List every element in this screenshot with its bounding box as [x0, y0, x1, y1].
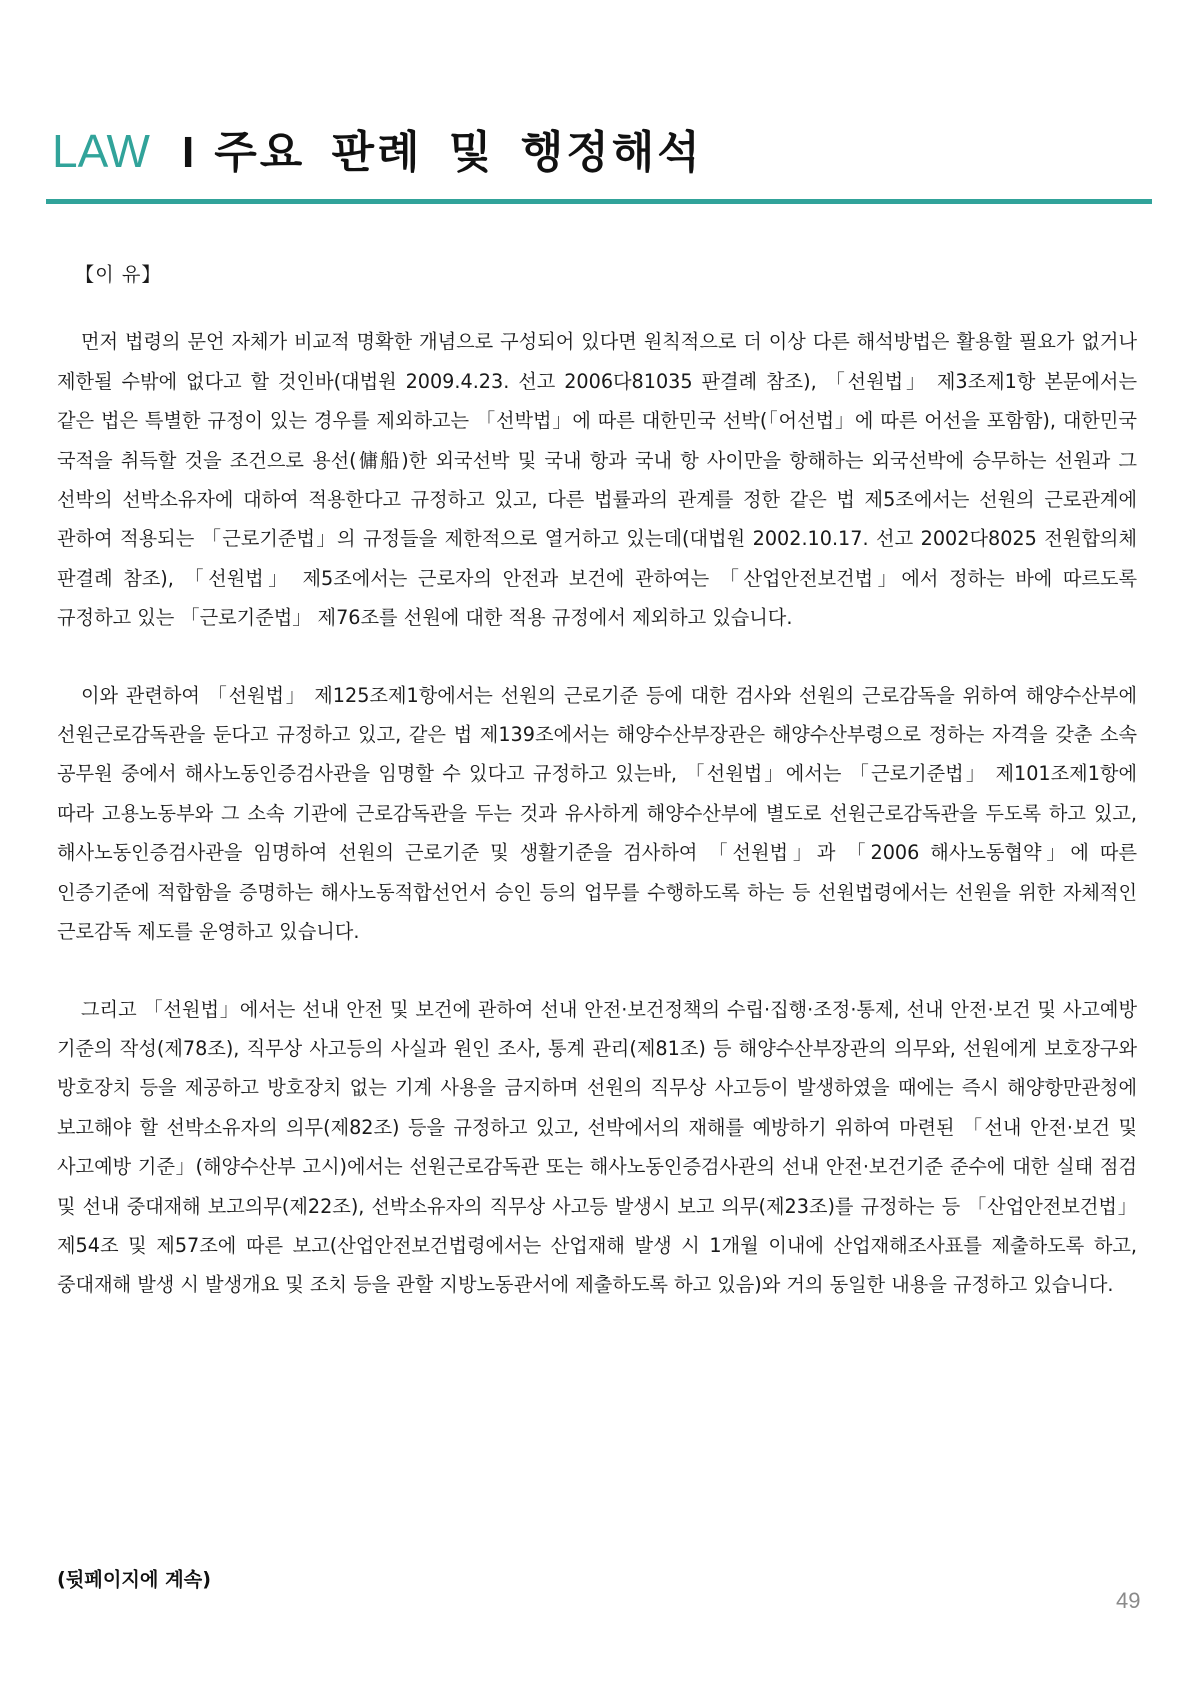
document-body: [57, 255, 1137, 1343]
body-paragraph-3: 그리고 「선원법」에서는 선내 안전 및 보건에 관하여 선내 안전·보건정책의 수립·집행·조정·통제, 선내 안전·보건 및 사고예방 기준의 작성(제78조), 직무상 사고등의 사실과 원인 조사, 통계 관리(제81조) 등 해양수산부장관의 의무와, 선원에게 보호장구와 방호장치 등을 제공하고 방호장치 없는 기계 사용을 금지하며 선원의 직무상 사고등이 발생하였을 때에는 즉시 해양항만관청에 보고해야 할 선박소유자의 의무(제82조) 등을 규정하고 있고, 선박에서의 재해를 예방하기 위하여 마련된 「선내 안전·보건 및 사고예방 기준」(해양수산부 고시)에서는 선원근로감독관 또는 해사노동인증검사관의 선내 안전·보건기준 준수에 대한 실태 점검 및 선내 중대재해 보고의무(제22조), 선박소유자의 직무상 사고등 발생시 보고 의무(제23조)를 규정하는 등 「산업안전보건법」 제54조 및 제57조에 따른 보고(산업안전보건법령에서는 산업재해 발생 시 1개월 이내에 산업재해조사표를 제출하도록 하고, 중대재해 발생 시 발생개요 및 조치 등을 관할 지방노동관서에 제출하도록 하고 있음)와 거의 동일한 내용을 규정하고 있습니다.: [57, 997, 1137, 1297]
body-paragraph-2: 이와 관련하여 「선원법」 제125조제1항에서는 선원의 근로기준 등에 대한 검사와 선원의 근로감독을 위하여 해양수산부에 선원근로감독관을 둔다고 규정하고 있고, 같은 법 제139조에서는 해양수산부장관은 해양수산부령으로 정하는 자격을 갖춘 소속 공무원 중에서 해사노동인증검사관을 임명할 수 있다고 규정하고 있는바, 「선원법」에서는 「근로기준법」 제101조제1항에 따라 고용노동부와 그 소속 기관에 근로감독관을 두는 것과 유사하게 해양수산부에 별도로 선원근로감독관을 두도록 하고 있고, 해사노동인증검사관을 임명하여 선원의 근로기준 및 생활기준을 검사하여 「선원법」과 「2006 해사노동협약」에 따른 인증기준에 적합함을 증명하는 해사노동적합선언서 승인 등의 업무를 수행하도록 하는 등 선원법령에서는 선원을 위한 자체적인 근로감독 제도를 운영하고 있습니다.: [57, 683, 1137, 944]
header-title: [52, 125, 1150, 178]
body-paragraph-1: 먼저 법령의 문언 자체가 비교적 명확한 개념으로 구성되어 있다면 원칙적으로 더 이상 다른 해석방법은 활용할 필요가 없거나 제한될 수밖에 없다고 할 것인바(대법원 2009.4.23. 선고 2006다81035 판결례 참조), 「선원법」 제3조제1항 본문에서는 같은 법은 특별한 규정이 있는 경우를 제외하고는 「선박법」에 따른 대한민국 선박(「어선법」에 따른 어선을 포함함), 대한민국 국적을 취득할 것을 조건으로 용선(傭船)한 외국선박 및 국내 항과 국내 항 사이만을 항해하는 외국선박에 승무하는 선원과 그 선박의 선박소유자에 대하여 적용한다고 규정하고 있고, 다른 법률과의 관계를 정한 같은 법 제5조에서는 선원의 근로관계에 관하여 적용되는 「근로기준법」의 규정들을 제한적으로 열거하고 있는데(대법원 2002.10.17. 선고 2002다8025 전원합의체 판결례 참조), 「선원법」 제5조에서는 근로자의 안전과 보건에 관하여는 「산업안전보건법」에서 정하는 바에 따르도록 규정하고 있는 「근로기준법」 제76조를 선원에 대한 적용 규정에서 제외하고 있습니다.: [57, 330, 1137, 630]
section-brand: LAW: [52, 125, 150, 177]
page-title: 주요 판례 및 행정해석: [214, 127, 703, 178]
title-separator: I: [181, 128, 195, 177]
page-number: 49: [1116, 1588, 1141, 1613]
header-divider: [46, 199, 1152, 204]
section-heading: 【이 유】: [75, 263, 162, 286]
page-header: [52, 125, 1150, 178]
continued-note: (뒷페이지에 계속): [57, 1568, 211, 1591]
